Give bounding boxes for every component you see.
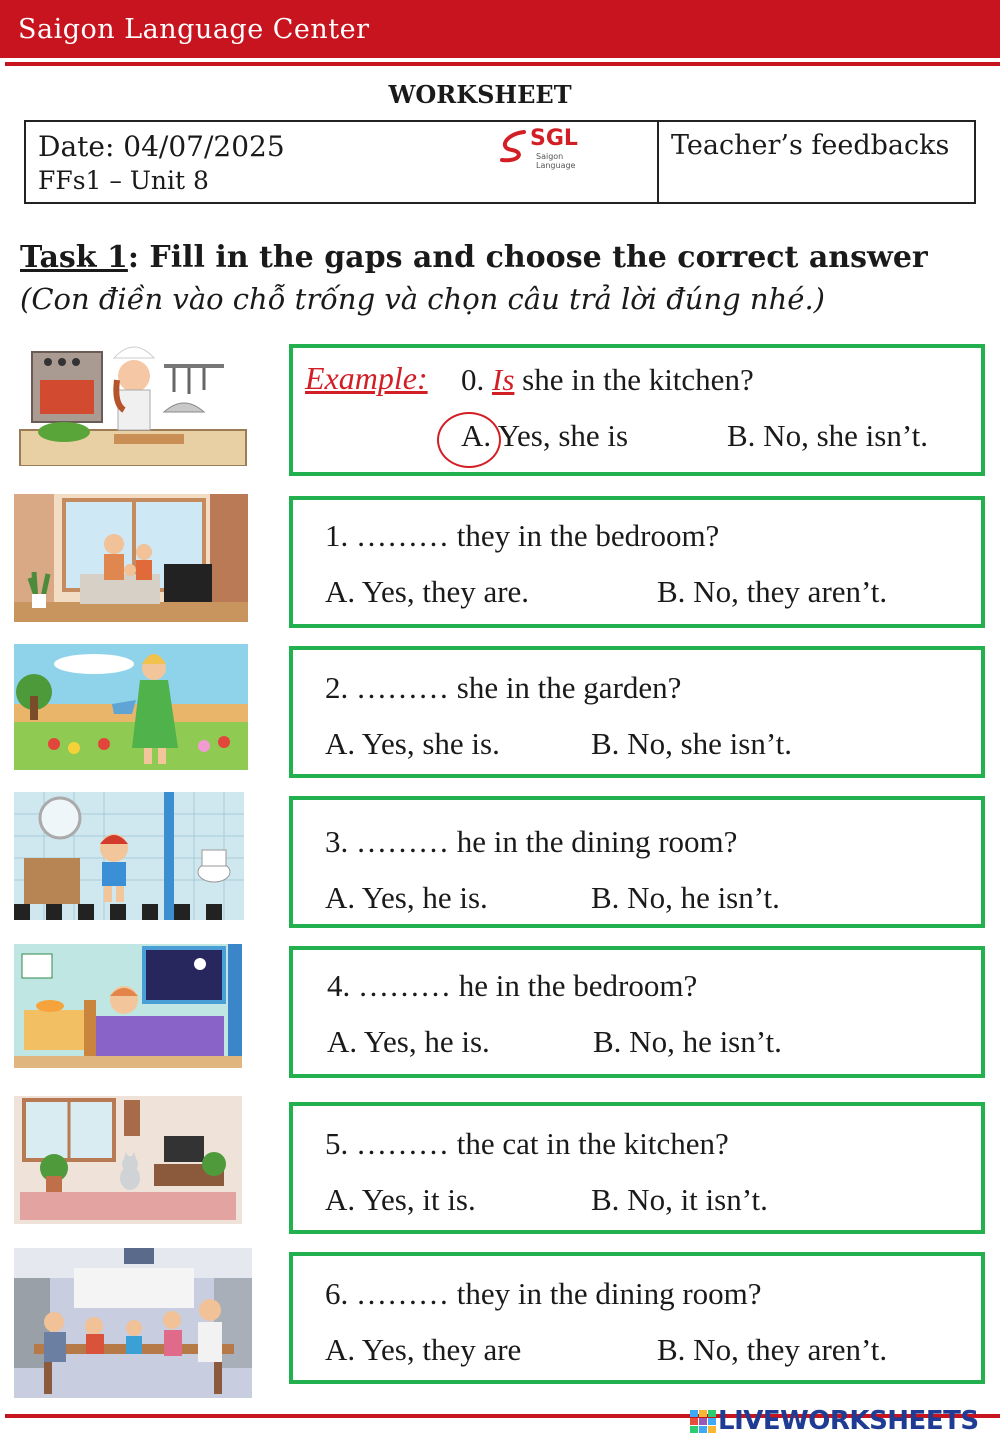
question-1-option-b[interactable]: B. No, they aren’t. xyxy=(657,574,888,609)
question-6-option-a[interactable]: A. Yes, they are xyxy=(325,1332,522,1367)
question-box-4 xyxy=(289,946,985,1078)
header-bar xyxy=(0,0,1000,58)
question-5-option-a[interactable]: A. Yes, it is. xyxy=(325,1182,476,1217)
bathroom-boy-image xyxy=(14,792,244,920)
question-3-option-b[interactable]: B. No, he isn’t. xyxy=(591,880,780,915)
task-subtitle: (Con điền vào chỗ trống và chọn câu trả lời đúng nhé.) xyxy=(20,282,825,316)
cat-room-image xyxy=(14,1096,242,1224)
example-number: 0. xyxy=(461,362,485,397)
example-answer: Is xyxy=(492,362,515,397)
example-option-b: B. No, she isn’t. xyxy=(727,418,928,453)
teacher-feedback-label: Teacher’s feedbacks xyxy=(671,130,950,161)
question-6-option-b[interactable]: B. No, they aren’t. xyxy=(657,1332,888,1367)
task-instruction: : Fill in the gaps and choose the correct answer xyxy=(127,240,928,275)
question-3-option-a[interactable]: A. Yes, he is. xyxy=(325,880,488,915)
brand-name: Saigon Language Center xyxy=(18,14,370,45)
example-label: Example: xyxy=(305,360,428,396)
question-5: 5. ……… the cat in the kitchen? xyxy=(325,1126,729,1161)
logo-text: SGL xyxy=(530,126,578,151)
info-divider xyxy=(657,122,659,202)
example-option-a: A. Yes, she is xyxy=(461,418,629,453)
question-1-option-a[interactable]: A. Yes, they are. xyxy=(325,574,530,609)
example-box xyxy=(289,344,985,476)
sgl-swoosh-icon xyxy=(494,126,534,166)
liveworksheets-text: LIVEWORKSHEETS xyxy=(718,1406,979,1436)
question-box-1 xyxy=(289,496,985,628)
liveworksheets-logo xyxy=(690,1404,990,1438)
question-4: 4. ……… he in the bedroom? xyxy=(327,968,698,1003)
worksheet-title: WORKSHEET xyxy=(388,80,572,109)
task-number: Task 1 xyxy=(20,240,128,275)
question-4-option-b[interactable]: B. No, he isn’t. xyxy=(593,1024,782,1059)
info-box xyxy=(24,120,976,204)
question-4-option-a[interactable]: A. Yes, he is. xyxy=(327,1024,490,1059)
question-5-option-b[interactable]: B. No, it isn’t. xyxy=(591,1182,768,1217)
example-question xyxy=(461,362,754,398)
garden-woman-image xyxy=(14,644,248,770)
family-room-image xyxy=(14,494,248,622)
header-divider xyxy=(5,62,1000,66)
liveworksheets-blocks-icon xyxy=(690,1410,716,1434)
question-6: 6. ……… they in the dining room? xyxy=(325,1276,762,1311)
unit-text: FFs1 – Unit 8 xyxy=(38,166,209,195)
logo-subtext: Saigon Language xyxy=(536,152,576,170)
question-3: 3. ……… he in the dining room? xyxy=(325,824,738,859)
task-title xyxy=(20,240,928,275)
bedroom-boy-image xyxy=(14,944,242,1068)
question-2: 2. ……… she in the garden? xyxy=(325,670,682,705)
kitchen-chef-image xyxy=(14,334,248,466)
example-question-text: she in the kitchen? xyxy=(522,362,754,397)
question-box-6 xyxy=(289,1252,985,1384)
question-1: 1. ……… they in the bedroom? xyxy=(325,518,720,553)
family-dining-image xyxy=(14,1248,252,1398)
question-box-2 xyxy=(289,646,985,778)
date-text: Date: 04/07/2025 xyxy=(38,130,285,163)
question-2-option-a[interactable]: A. Yes, she is. xyxy=(325,726,500,761)
question-box-5 xyxy=(289,1102,985,1234)
question-box-3 xyxy=(289,796,985,928)
sgl-logo xyxy=(494,126,604,170)
question-2-option-b[interactable]: B. No, she isn’t. xyxy=(591,726,792,761)
